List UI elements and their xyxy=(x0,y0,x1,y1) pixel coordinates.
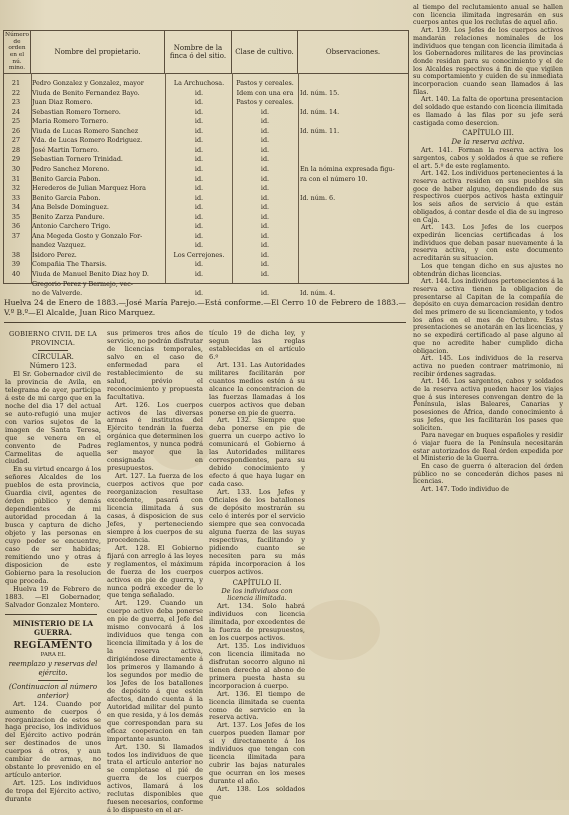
row-crop: Pastos y cereales. xyxy=(236,79,294,87)
row-crop: id. xyxy=(260,155,270,164)
row-farm: id. xyxy=(194,164,204,173)
reglamento-subtitle: reemplazo y reservas del ejército. xyxy=(8,659,98,677)
article-133: Art. 133. Los Jefes y Oficiales de los batallones de depósito mostrarán su celo é interés por el servicio siempre que sea convocada alguna fuerza de las suyas respectivas, facilitando y pidiendo cuanto se necesiten para su más rápida incorporacion á los cuerpos activos. xyxy=(209,488,305,576)
article-141: Art. 141. Forman la reserva activa los sargentos, cabos y soldados á que se refiere el art. 5.º de este reglamento. xyxy=(413,146,563,170)
article-126: Art. 126. Los cuerpos activos de las diversas armas é institutos del Ejército tendrán la fuerza orgánica que determinen los reglamentos, y nunca podrá ser mayor que la consignada en presupuestos. xyxy=(107,400,203,473)
row-farm: id. xyxy=(194,174,204,183)
short-rule xyxy=(38,639,68,640)
table-row xyxy=(4,260,408,270)
short-rule xyxy=(38,680,68,681)
paragraph: tículo 19 de dicha ley, y segun las reglas establecidas en el artículo 6.º xyxy=(209,329,305,361)
header-crop: Clase de cultivo. xyxy=(232,31,298,73)
row-farm: id. xyxy=(194,145,204,154)
row-number: 31 xyxy=(11,174,21,183)
column-3 xyxy=(209,330,305,802)
row-owner: Pedro Gonzalez y Gonzalez, mayor xyxy=(32,79,144,87)
row-farm: id. xyxy=(194,241,204,250)
row-crop: id. xyxy=(260,117,270,126)
table-row xyxy=(4,241,408,251)
row-number: 25 xyxy=(11,117,21,126)
row-observation: En la nómina expresada figu- xyxy=(300,164,395,173)
article-130: Art. 130. Si llamados todos los individuos de que trata el artículo anterior no se completase el pié de guerra de los cuerpos activos, llamará á los reclutas disponibles que fuesen necesarios, conforme á lo dispuesto en el ar- xyxy=(107,742,203,815)
row-observation: Id. núm. 4. xyxy=(300,289,336,298)
row-crop: id. xyxy=(260,174,270,183)
row-farm: id. xyxy=(194,117,204,126)
row-owner: Antonio Carchero Trigo. xyxy=(32,222,111,231)
row-farm: id. xyxy=(194,222,204,231)
chapter-heading: CAPÍTULO II. xyxy=(232,578,282,587)
header-farm: Nombre de la finca ó del sitio. xyxy=(165,31,232,73)
table-row xyxy=(4,222,408,232)
row-farm: id. xyxy=(194,136,204,145)
table-row xyxy=(4,251,408,261)
row-owner: Maria Romero Tornero. xyxy=(32,117,109,126)
row-owner: Ana Belsde Dominguez. xyxy=(32,203,109,212)
ministry-heading: MINISTERIO DE LA GUERRA. xyxy=(12,618,94,637)
article-125: Art. 125. Los individuos de tropa del Ejército activo, durante xyxy=(5,779,101,804)
row-crop: id. xyxy=(260,164,270,173)
row-observation: Id. núm. 15. xyxy=(300,88,340,97)
column-2 xyxy=(107,330,203,815)
short-rule xyxy=(38,350,68,351)
row-crop: id. xyxy=(260,203,270,212)
row-owner: Benito Garcia Pabon. xyxy=(32,193,101,202)
article-139: Art. 139. Los Jefes de los cuerpos activos mandarán relaciones nominales de los individuos que tengan con licencia ilimitada á los Gobernadores militares de las provincias donde residan para su conocimiento y el de los Alcaldes respectivos á fin de que vigilen su comportamiento y cuiden de su inmediata incorporacion cuando sean llamados á las filas. xyxy=(413,26,563,96)
row-number: 22 xyxy=(11,88,21,97)
row-farm: La Archuchosa. xyxy=(173,79,225,87)
row-observation: ra con el número 10. xyxy=(300,174,368,183)
row-farm: id. xyxy=(194,212,204,221)
row-owner: Benito Zarza Pandure. xyxy=(32,212,105,221)
paragraph: Para navegar en buques españoles y residir ó viajar fuera de la Península necesitarán estar autorizados de Real órden expedida por el Ministerio de la Guerra. xyxy=(413,431,563,463)
continuation-note: (Continuacion al número anterior) xyxy=(8,682,98,700)
row-farm: id. xyxy=(194,155,204,164)
table-row xyxy=(4,136,408,146)
paragraph: sus primeros tres años de servicio, no podrán disfrutar de licencias temporales, salvo en el caso de enfermedad para el restablecimiento de su salud, prévio el reconocimiento y propuesta facultativa. xyxy=(107,329,203,401)
article-127: Art. 127. La fuerza de los cuerpos activos que por reorganizacion resultase excedente, pasará con licencia ilimitada á sus casas, á disposicion de sus Jefes, y perteneciendo siempre á los cuerpos de su procedencia. xyxy=(107,472,203,544)
table-row xyxy=(4,79,408,89)
row-crop: Pastos y cereales. xyxy=(236,98,294,107)
row-farm: id. xyxy=(194,270,204,278)
row-owner: Juan Diaz Romero. xyxy=(32,98,93,107)
row-number: 27 xyxy=(11,136,21,145)
row-observation: Id. núm. 14. xyxy=(300,107,340,116)
row-observation: Id. núm. 6. xyxy=(300,193,336,202)
paragraph: al tiempo del reclutamiento anual se hallen con licencia ilimitada ingresarán en sus cuerpos antes que los reclutas de aquel año. xyxy=(413,3,563,27)
article-131: Art. 131. Las Autoridades militares facilitarán por cuantos medios estén á su alcance la concentracion de las fuerzas llamadas á los cuerpos activos que deban ponerse en pie de guerra. xyxy=(209,360,305,417)
header-observations: Observaciones. xyxy=(325,48,381,56)
article-134: Art. 134. Solo habrá individuos con licencia ilimitada, por excedentes de la fuerza de presupuestos, en los cuerpos activos. xyxy=(209,602,305,642)
table-row xyxy=(4,194,408,204)
row-farm: Los Cerrejones. xyxy=(173,250,225,259)
table-row xyxy=(4,146,408,156)
row-number: 35 xyxy=(11,212,21,221)
row-farm: id. xyxy=(194,184,204,193)
row-number: 32 xyxy=(11,184,21,193)
row-farm: id. xyxy=(194,126,204,135)
row-owner: Compañia The Tharsis. xyxy=(32,260,107,269)
row-number: 36 xyxy=(11,222,21,231)
row-owner: Gregorio Perez y Bermejo, vec- xyxy=(32,279,133,288)
row-owner: Viuda de Lucas Romero Sanchez xyxy=(32,126,139,135)
header-number: Número de orden en el nú. mino. xyxy=(5,32,29,72)
signature-line: Huelva 24 de Enero de 1883.—José María Parejo.—Está conforme.—El Cerro 10 de Febrero de 1883.—V.º B.º—El Alcalde, Juan Rico Marquez. xyxy=(4,298,406,317)
row-farm: id. xyxy=(194,231,204,240)
article-135: Art. 135. Los individuos con licencia ilimitada no disfrutan socorro alguno ni tienen derecho al abono de primera puesta hasta su incorporacion á cuerpo. xyxy=(209,641,305,690)
paragraph: En su virtud encargo á los señores Alcaldes de los pueblos de esta provincia, Guardia civil, agentes de órden público y demás dependientes de mi autoridad procedan á la busca y captura de dicho objeto y las personas en cuyo poder se encuentre, caso de ser habidas; remitiendo uno y otras á disposicion de este Gobierno para la resolucion que proceda. xyxy=(5,465,101,585)
row-crop: id. xyxy=(260,260,270,269)
row-crop: id. xyxy=(260,241,270,250)
article-132: Art. 132. Siempre que deba ponerse en pie de guerra un cuerpo activo lo comunicará el Gobierno á las Autoridades militares correspondientes, para su debido conocimiento y efecto á que haya lugar en cada caso. xyxy=(209,416,305,489)
row-owner: Viuda de Manuel Benito Diaz hoy D. xyxy=(32,270,149,278)
row-crop: id. xyxy=(260,222,270,231)
row-number: 38 xyxy=(11,250,21,259)
row-crop: Idem con una era xyxy=(236,88,294,97)
table-row xyxy=(4,184,408,194)
table-row xyxy=(4,213,408,223)
row-owner: nandez Vazquez. xyxy=(32,241,86,250)
article-136: Art. 136. El tiempo de licencia ilimitada se cuenta como de servicio en la reserva activa. xyxy=(209,689,305,722)
para-label: PARA EL xyxy=(40,651,66,658)
table-row xyxy=(4,127,408,137)
row-owner: no de Valverde. xyxy=(32,289,83,298)
row-number: 39 xyxy=(11,260,21,269)
article-124: Art. 124. Cuando por aumento de cuerpos ó reorganizacion de estos se haga preciso, los individuos del Ejército activo podrán ser destinados de unos cuerpos á otros, y aun cambiar de armas, no obstante lo prevenido en el artículo anterior. xyxy=(5,699,101,780)
article-144: Art. 144. Los individuos pertenecientes á la reserva activa tienen la obligacion de presentarse al Capitan de la compañía de depósito en cuya demarcacion residan dentro del mes primero de su licenciamiento, y todos los años en el mes de Octubre. Estas presentaciones se anotarán en las licencias, y no se expedirá certificado al pase alguno al que no acredite haber cumplido dicha obligacion. xyxy=(413,277,563,355)
row-crop: id. xyxy=(260,212,270,221)
row-owner: José Martin Tornero. xyxy=(32,145,100,154)
table-row xyxy=(4,270,408,280)
divider xyxy=(4,322,406,323)
row-crop: id. xyxy=(260,270,270,278)
table-row xyxy=(4,155,408,165)
row-owner: Ana Megeda Gosto y Gonzalo For- xyxy=(32,231,143,240)
row-number: 34 xyxy=(11,203,21,212)
paragraph: Huelva 19 de Febrero de 1883. —El Gobernador, Salvador Gonzalez Montero. xyxy=(5,584,101,609)
row-farm: id. xyxy=(194,260,204,269)
column-1 xyxy=(5,330,101,804)
chapter-title: De la reserva activa. xyxy=(451,138,525,147)
row-number: 26 xyxy=(11,126,21,135)
row-number: 33 xyxy=(11,193,21,202)
row-observation: Id. núm. 11. xyxy=(300,126,340,135)
article-142: Art. 142. Los individuos pertenecientes á la reserva activa residen en sus pueblos sin goce de haber alguno, dependiendo de sus respectivos cuerpos activos hasta extinguir los seis años de servicio á que están obligados, á contar desde el dia de su ingreso en Caja. xyxy=(413,169,563,224)
notice-number: Número 123. xyxy=(29,362,77,370)
row-number: 28 xyxy=(11,145,21,154)
row-crop: id. xyxy=(260,145,270,154)
row-crop: id. xyxy=(260,184,270,193)
row-owner: Vda. de Lucas Romero Rodriguez. xyxy=(32,136,143,145)
table-row xyxy=(4,280,408,290)
row-number: 40 xyxy=(11,270,21,278)
table-row xyxy=(4,98,408,108)
row-crop: id. xyxy=(260,250,270,259)
column-4 xyxy=(413,4,563,494)
article-128: Art. 128. El Gobierno fijará con arreglo á las leyes y reglamentos, el máximum de fuerza de los cuerpos activos en pie de guerra, y nunca podrá exceder de lo que tenga señalado. xyxy=(107,543,203,600)
article-129: Art. 129. Cuando un cuerpo activo deba ponerse en pie de guerra, el Jefe del mismo convocará á los individuos que tenga con licencia ilimitada y á los de la reserva activa, dirigiéndose directamente á los primeros y llamando á los segundos por medio de los Jefes de los batallones de depósito á que estén afectos, dando cuenta á la Autoridad militar del punto en que resida, y á los demás que correspondan para su eficaz cooperacion en tan importante asunto. xyxy=(107,599,203,743)
table-row xyxy=(4,232,408,242)
row-farm: id. xyxy=(194,88,204,97)
row-farm: id. xyxy=(194,98,204,107)
table-row xyxy=(4,108,408,118)
table-row xyxy=(4,117,408,127)
article-147: Art. 147. Todo individuo de xyxy=(421,485,510,494)
row-owner: Herederos de Julian Marquez Hora xyxy=(32,184,146,193)
row-owner: Viuda de Benito Fernandez Bayo. xyxy=(32,88,140,97)
table-row xyxy=(4,175,408,185)
section-heading: GOBIERNO CIVIL DE LA PROVINCIA. xyxy=(9,330,97,347)
row-crop: id. xyxy=(260,107,270,116)
chapter-title: De los individuos con licencia ilimitada. xyxy=(221,586,293,603)
table-row xyxy=(4,89,408,99)
article-137: Art. 137. Los Jefes de los cuerpos pueden llamar por si y directamente á los individuos que tengan con licencia ilimitada para cubrir las bajas naturales que ocurran en los meses durante el año. xyxy=(209,721,305,786)
row-farm: id. xyxy=(194,203,204,212)
table-row xyxy=(4,203,408,213)
row-owner: Isidoro Perez. xyxy=(32,250,77,259)
row-crop: id. xyxy=(260,231,270,240)
row-number: 24 xyxy=(11,107,21,116)
row-owner: Pedro Sanchez Moreno. xyxy=(32,164,110,173)
row-owner: Benito Garcia Pabon. xyxy=(32,174,101,183)
row-number: 37 xyxy=(11,231,21,240)
article-138: Art. 138. Los soldados que xyxy=(209,785,305,802)
article-145: Art. 145. Los individuos de la reserva activa no pueden contraer matrimonio, ni recibir órdenes sagradas. xyxy=(413,354,563,378)
article-140: Art. 140. La falta de oportuna presentacion del soldado que estando con licencia ilimitada es llamado á las filas por su jefe será castigada como desercion. xyxy=(413,95,563,127)
row-crop: id. xyxy=(260,193,270,202)
row-farm: id. xyxy=(194,289,204,298)
header-owner: Nombre del propietario. xyxy=(31,31,165,73)
row-number: 21 xyxy=(11,79,21,87)
row-number: 29 xyxy=(11,155,21,164)
row-crop: id. xyxy=(260,126,270,135)
paper-stain xyxy=(300,600,380,660)
row-number: 23 xyxy=(11,98,21,107)
divider xyxy=(5,614,97,615)
paragraph: Los que tengan dicho en sus ajustes no obtendrán dichas licencias. xyxy=(413,261,563,278)
row-farm: id. xyxy=(194,107,204,116)
circular-label: CIRCULAR. xyxy=(32,353,74,361)
article-146: Art. 146. Los sargentos, cabos y soldados de la reserva activa pueden hacer los viajes que á sus intereses convengan dentro de la Península, islas Baleares, Canarias y posesiones de África, dando conocimiento á sus Jefes, que les facilitarán los pases que soliciten. xyxy=(413,377,563,432)
paragraph: En caso de guerra ó alteracion del órden público no se concederán dichos pases ni licencias. xyxy=(413,462,563,486)
row-crop: id. xyxy=(260,289,270,298)
chapter-heading: CAPÍTULO III. xyxy=(462,129,514,138)
property-table xyxy=(3,30,409,298)
row-owner: Sebastian Romero Tornero. xyxy=(32,107,121,116)
article-143: Art. 143. Los Jefes de los cuerpos expedirán licencias certificadas á los individuos que deban pasar nuevamente á la reserva activa, y con este documento acreditarán su situacion. xyxy=(413,223,563,263)
table-row xyxy=(4,165,408,175)
row-number: 30 xyxy=(11,164,21,173)
row-owner: Sebastian Tornero Trinidad. xyxy=(32,155,123,164)
row-crop: id. xyxy=(260,136,270,145)
row-farm: id. xyxy=(194,193,204,202)
reglamento-title: REGLAMENTO xyxy=(13,640,93,651)
paragraph: El Sr. Gobernador civil de la provincia de Avila, en telegrama de ayer, participa á este de mi cargo que en la noche del dia 17 del actual se auto-refugió una mujer con varios sujetos de la imagen de Santa Teresa, que se venera en el convento de Padres Carmelitas de aquella ciudad. xyxy=(5,370,101,466)
table-header xyxy=(4,31,408,74)
